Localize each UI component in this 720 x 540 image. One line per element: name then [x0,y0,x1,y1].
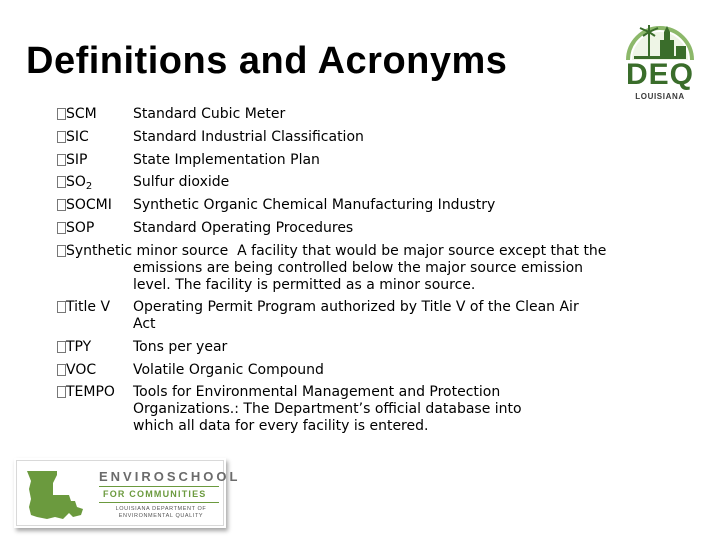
bullet-icon [57,222,66,234]
bullet-icon [57,301,66,313]
bullet-icon [57,176,66,188]
definition-term: SIP [66,152,88,168]
bullet-icon [57,154,66,166]
definition-description: Tons per year [133,339,228,355]
logo-abbr: DEQ [625,58,694,91]
definition-term: SCM [66,106,97,122]
deq-palm-tree-capitol-icon [618,14,702,64]
definition-term: SIC [66,129,89,145]
definition-term: SOP [66,220,95,236]
definition-description: Standard Cubic Meter [133,106,286,122]
enviroschool-badge [14,458,241,528]
bullet-icon [57,199,66,211]
bullet-icon [57,108,66,120]
definition-description: State Implementation Plan [133,152,320,168]
bullet-icon [57,341,66,353]
definition-description: Volatile Organic Compound [133,362,324,378]
definition-term: TPY [66,339,92,355]
definition-description: Operating Permit Program authorized by Title V of the Clean Air Act [133,299,579,332]
definition-description: Standard Operating Procedures [133,220,354,236]
bullet-icon [57,364,66,376]
definition-term-base: SO [66,174,86,190]
bullet-icon [57,131,66,143]
definition-term: VOC [66,362,97,378]
slide-title: Definitions and Acronyms [26,40,508,82]
definition-first-line [66,243,626,260]
bullet-icon [57,245,66,257]
deq-logo [618,14,702,102]
definition-description-continued: emissions are being controlled below the major source emission level. The facility is permitted as a minor source. [133,260,584,293]
bullet-icon [57,386,66,398]
definition-description-line1: A facility that would be major source except that the [237,243,607,259]
badge-line3: LOUISIANA DEPARTMENT OF ENVIRONMENTAL QUALITY [115,506,207,519]
definition-description: Sulfur dioxide [133,174,230,190]
definition-description: Standard Industrial Classification [133,129,364,145]
definition-term [66,174,92,195]
definition-description: Tools for Environmental Management and Protection Organizations.: The Department’s official database into which all data for every facility is entered. [133,384,522,434]
logo-state: LOUISIANA [635,92,685,101]
definition-term-subscript: 2 [85,181,93,192]
badge-line2: FOR COMMUNITIES [103,489,207,499]
badge-line1: ENVIROSCHOOL [99,469,241,484]
badge-frame [16,460,241,526]
badge-divider [99,486,219,487]
definition-term: SOCMI [66,197,112,213]
definition-term: Synthetic minor source [66,243,229,259]
definition-term: TEMPO [66,384,115,400]
definition-term: Title V [66,299,111,315]
badge-divider [99,502,219,503]
definition-description: Synthetic Organic Chemical Manufacturing Industry [133,197,496,213]
louisiana-state-shape-icon [23,467,87,523]
